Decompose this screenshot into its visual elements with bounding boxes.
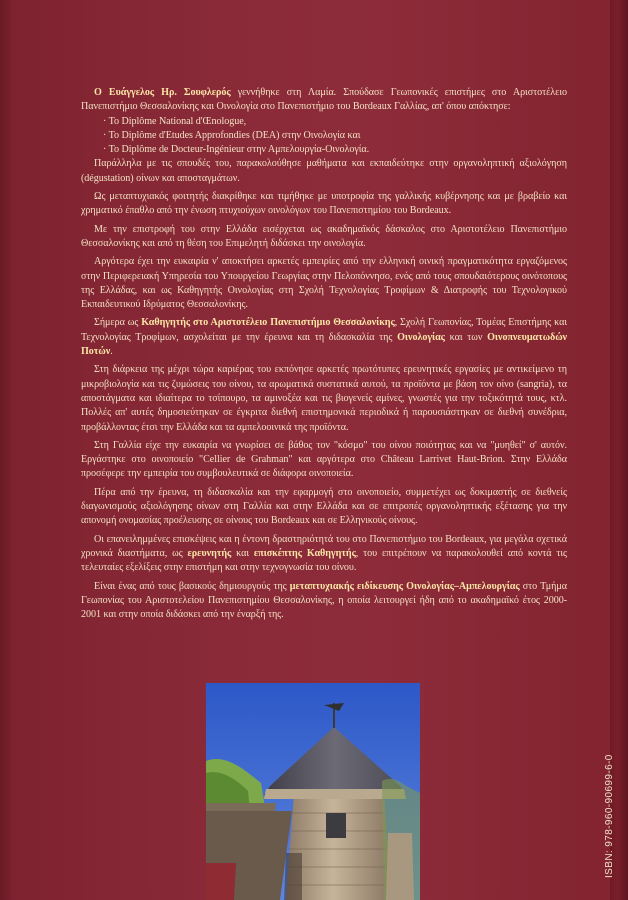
bio-paragraph-2: Παράλληλα με τις σπουδές του, παρακολούθησε μαθήματα και εκπαιδεύτηκε στην οργανοληπτική αξιολόγηση (dégustation) οίνων και αποσταγμάτων.: [81, 158, 567, 184]
bio-text: γεννήθηκε στη Λαμία. Σπούδασε Γεωπονικές επιστήμες στο Αριστοτέλειο Πανεπιστήμιο Θεσσαλονίκης και Οινολογία στο Πανεπιστήμιο του Bordeaux Γαλλίας, απ' όπου απόκτησε:: [81, 87, 567, 113]
bio-text: , του επιτρέπουν να παρακολουθεί από κοντά τις τελευταίες εξελίξεις στην επιστήμη και στην τεχνογνωσία του οίνου.: [81, 547, 567, 574]
bio-text: και των: [444, 331, 488, 343]
bio-emphasis: Οινολογίας: [397, 331, 445, 343]
diploma-item-3: · Το Diplôme de Docteur-Ingénieur στην Αμπελουργία-Οινολογία.: [103, 144, 370, 156]
bio-paragraph-5: Αργότερα έχει την ευκαιρία ν' αποκτήσει αρκετές εμπειρίες από την ελληνική οινική πραγματικότητα εργαζόμενος στην Περιφερειακή Υπηρεσία του Υπουργείου Γεωργίας στην Πελοπόννησο, ενός από τους σπουδαιότερους οινότοπους της Ελλάδας, και ως Καθηγητής Οινολογίας στη Σχολή Τεχνολογίας Τροφίμων & Διατροφής του Τεχνολογικού Εκπαιδευτικού Ιδρύματος Θεσσαλονίκης.: [81, 256, 567, 311]
bio-emphasis: Οινοπνευματωδών Ποτών: [81, 331, 568, 358]
diploma-item-2: · Το Diplôme d'Etudes Approfondies (DEA) στην Οινολογία και: [103, 129, 361, 141]
isbn-code: ISBN: 978-960-90699-6-0: [604, 754, 615, 878]
bio-paragraph-9: Πέρα από την έρευνα, τη διδασκαλία και την εφαρμογή στο οινοποιείο, συμμετέχει ως δοκιμαστής σε διεθνείς διαγωνισμούς αξιολόγησης οίνων στη Γαλλία και στην Ελλάδα και σε επιτροπές οργανοληπτικής εξέτασης για την απονομή ονομασίας προέλευσης σε οίνους του Bordeaux και σε Ελληνικούς οίνους.: [81, 486, 567, 527]
bio-emphasis: ερευνητής: [187, 547, 232, 559]
bio-emphasis: μεταπτυχιακής ειδίκευσης Οινολογίας–Αμπελουργίας: [289, 580, 520, 592]
bio-paragraph-11: [81, 580, 567, 623]
bio-text: Σήμερα ως: [94, 317, 142, 329]
bio-emphasis: Καθηγητής στο Αριστοτέλειο Πανεπιστήμιο Θεσσαλονίκης: [141, 317, 395, 329]
bio-text: .: [110, 346, 113, 358]
bio-text: , Σχολή Γεωπονίας, Τομέας Επιστήμης και Τεχνολογίας Τροφίμων, ασχολείται με την έρευνα και τη διδασκαλία της: [81, 317, 567, 343]
bio-paragraph-7: Στη διάρκεια της μέχρι τώρα καριέρας του εκπόνησε αρκετές πρωτότυπες ερευνητικές εργασίες με αντικείμενο τη μικροβιολογία και τις ζυμώσεις του οίνου, τα αρωματικά συστατικά αυτού, τα προϊόντα με βάση τον οίνο (sangria), τα αποστάγματα και ιδιαίτερα το τσίπουρο, τα αμινοξέα και τις βιογενείς αμίνες, γνωστές για την τοξικότητά τους, κτλ. Πολλές απ' αυτές δημοσιεύτηκαν σε έγκριτα διεθνή επιστημονικά περιοδικά ή παρουσιάστηκαν σε διεθνή συνέδρια, προβάλλοντας έτσι την Ελλάδα και τα αμπελοοινικά της προϊόντα.: [81, 364, 567, 433]
bio-text: στο Τμήμα Γεωπονίας του Αριστοτελείου Πανεπιστημίου Θεσσαλονίκης, η οποία λειτουργεί ήδη από το ακαδημαϊκό έτος 2000-2001 και στην οποία διδάσκει από την έναρξή της.: [81, 580, 568, 621]
bio-paragraph-4: Με την επιστροφή του στην Ελλάδα εισέρχεται ως ακαδημαϊκός δάσκαλος στο Αριστοτέλειο Πανεπιστήμιο Θεσσαλονίκης και από τη θέση του Επιμελητή διδάσκει την οινολογία.: [81, 223, 567, 249]
bio-paragraph-3: Ως μεταπτυχιακός φοιτητής διακρίθηκε και τιμήθηκε με υποτροφία της γαλλικής κυβέρνησης και με βραβείο και χρηματικό έπαθλο από την ένωση πτυχιούχων οινολόγων του Πανεπιστημίου του Bordeaux.: [81, 191, 567, 217]
diploma-item-1: · Το Diplôme National d'Œnologue,: [103, 115, 247, 127]
bio-paragraph-10: [81, 533, 567, 576]
bio-paragraph-1: [81, 86, 567, 115]
bio-text: Είναι ένας από τους βασικούς δημιουργούς της: [94, 580, 290, 592]
bio-paragraph-6: [81, 316, 567, 359]
bio-text: και: [231, 547, 254, 559]
author-name: Ο Ευάγγελος Ηρ. Σουφλερός: [94, 87, 231, 98]
author-biography: [81, 86, 567, 626]
bio-paragraph-8: Στη Γαλλία είχε την ευκαιρία να γνωρίσει σε βάθος τον "κόσμο" του οίνου ποιότητας και να "μυηθεί" σ' αυτόν. Εργάστηκε στο οινοποιείο "Cellier de Grahman" και αργότερα στο Château Larrivet Haut-Brion. Στην Ελλάδα προσέφερε την εμπειρία του συμβουλευτικά σε διάφορα οινοποιεία.: [81, 439, 567, 480]
bio-text: Οι επανειλημμένες επισκέψεις και η έντονη δραστηριότητά του στο Πανεπιστήμιο του Bordeaux, για μεγάλα σχετικά χρονικά διαστήματα, ως: [81, 533, 567, 559]
cover-edge-shadow: [0, 0, 14, 900]
bio-emphasis: επισκέπτης Καθηγητής: [253, 547, 356, 559]
tower-photo: [206, 683, 420, 900]
